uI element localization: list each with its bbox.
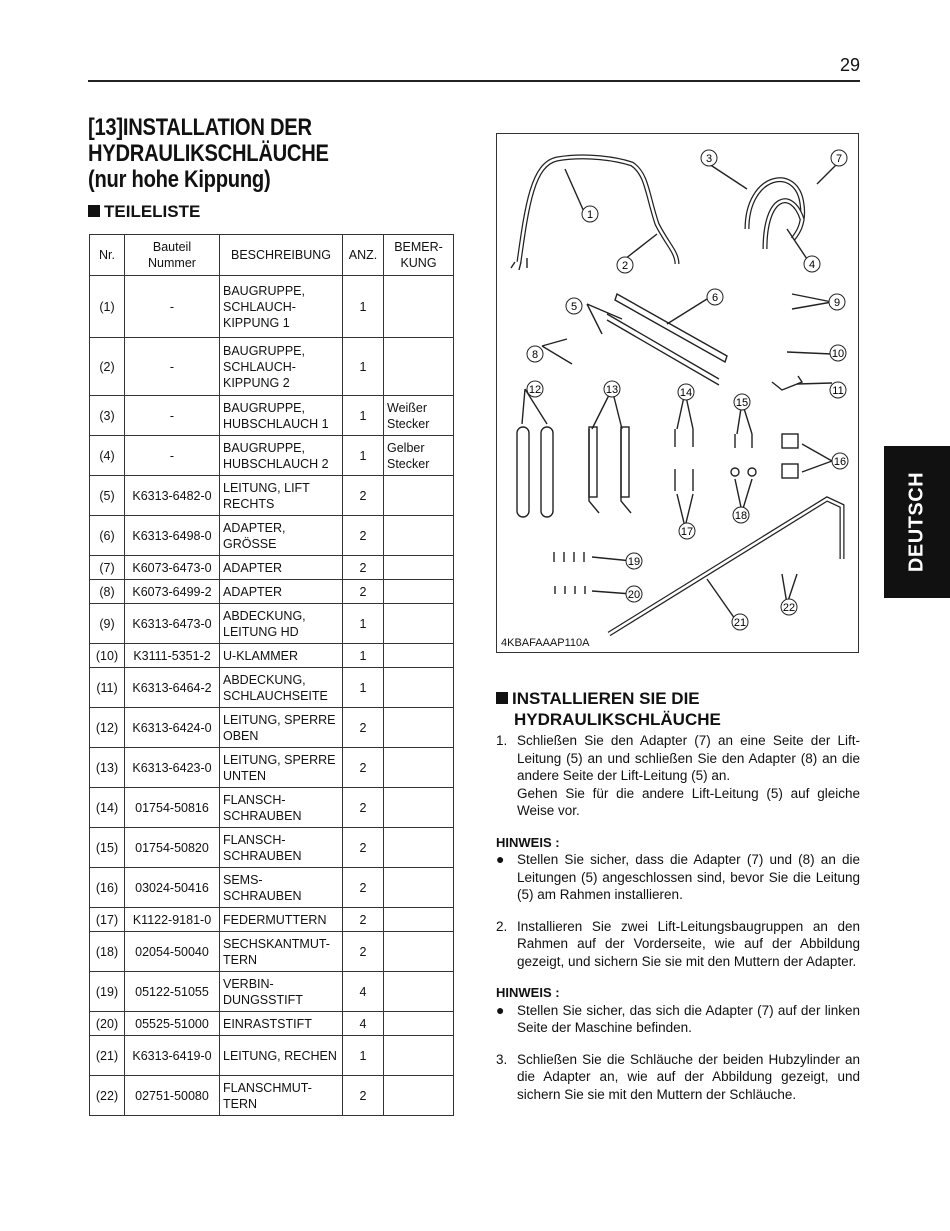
cell-description: LEITUNG, LIFT RECHTS xyxy=(220,476,343,516)
callout-label: 2 xyxy=(621,260,629,272)
cell-nr: (10) xyxy=(90,644,125,668)
installation-heading-line1: INSTALLIEREN SIE DIE xyxy=(512,689,700,708)
cell-description: BAUGRUPPE, SCHLAUCH-KIPPUNG 1 xyxy=(220,276,343,338)
table-row xyxy=(90,396,454,436)
cell-part-number: K6313-6424-0 xyxy=(125,708,220,748)
cell-part-number: 05525-51000 xyxy=(125,1012,220,1036)
cell-quantity: 2 xyxy=(343,476,384,516)
step-3 xyxy=(496,1051,860,1104)
cell-remark xyxy=(384,788,454,828)
cell-nr: (20) xyxy=(90,1012,125,1036)
parts-illustration xyxy=(497,134,858,652)
step-number: 1. xyxy=(496,733,508,748)
callout-label: 3 xyxy=(705,153,713,165)
cell-remark xyxy=(384,604,454,644)
callout-label: 22 xyxy=(782,602,796,614)
cell-nr: (13) xyxy=(90,748,125,788)
cell-description: ADAPTER xyxy=(220,580,343,604)
cell-remark xyxy=(384,828,454,868)
callout-label: 1 xyxy=(586,209,594,221)
callout-label: 7 xyxy=(835,153,843,165)
cell-remark: Weißer Stecker xyxy=(384,396,454,436)
cell-part-number: - xyxy=(125,396,220,436)
cell-part-number: - xyxy=(125,436,220,476)
cell-description: SECHSKANTMUT-TERN xyxy=(220,932,343,972)
cell-description: ABDECKUNG, LEITUNG HD xyxy=(220,604,343,644)
table-row xyxy=(90,276,454,338)
cell-description: FEDERMUTTERN xyxy=(220,908,343,932)
table-row xyxy=(90,556,454,580)
cell-part-number: 01754-50816 xyxy=(125,788,220,828)
note-label: HINWEIS : xyxy=(496,985,560,1000)
cell-nr: (2) xyxy=(90,338,125,396)
callout-label: 10 xyxy=(831,348,845,360)
parts-table-header xyxy=(90,235,454,276)
cell-quantity: 1 xyxy=(343,436,384,476)
cell-quantity: 2 xyxy=(343,580,384,604)
cell-quantity: 1 xyxy=(343,604,384,644)
cell-nr: (21) xyxy=(90,1036,125,1076)
cell-quantity: 1 xyxy=(343,276,384,338)
cell-remark xyxy=(384,276,454,338)
table-row xyxy=(90,476,454,516)
cell-nr: (3) xyxy=(90,396,125,436)
cell-remark xyxy=(384,708,454,748)
cell-remark xyxy=(384,1036,454,1076)
cell-part-number: K6073-6473-0 xyxy=(125,556,220,580)
cell-quantity: 2 xyxy=(343,556,384,580)
cell-description: FLANSCH-SCHRAUBEN xyxy=(220,788,343,828)
callout-label: 8 xyxy=(531,349,539,361)
table-row xyxy=(90,828,454,868)
cell-description: FLANSCH-SCHRAUBEN xyxy=(220,828,343,868)
cell-quantity: 2 xyxy=(343,908,384,932)
installation-heading xyxy=(496,688,856,730)
callout-label: 13 xyxy=(605,384,619,396)
table-row xyxy=(90,1036,454,1076)
cell-quantity: 4 xyxy=(343,1012,384,1036)
cell-part-number: K6313-6473-0 xyxy=(125,604,220,644)
cell-remark xyxy=(384,908,454,932)
cell-nr: (11) xyxy=(90,668,125,708)
language-tab-label: DEUTSCH xyxy=(905,471,928,573)
cell-quantity: 1 xyxy=(343,644,384,668)
cell-part-number: K6313-6498-0 xyxy=(125,516,220,556)
cell-nr: (15) xyxy=(90,828,125,868)
square-bullet-icon xyxy=(496,692,508,704)
header-description: BESCHREIBUNG xyxy=(220,235,343,276)
cell-remark xyxy=(384,476,454,516)
callout-label: 21 xyxy=(733,617,747,629)
parts-table-body xyxy=(90,276,454,1116)
cell-description: SEMS-SCHRAUBEN xyxy=(220,868,343,908)
header-nr: Nr. xyxy=(90,235,125,276)
cell-nr: (14) xyxy=(90,788,125,828)
figure-code: 4KBAFAAAP110A xyxy=(501,637,590,649)
callout-label: 18 xyxy=(734,510,748,522)
table-row xyxy=(90,668,454,708)
cell-part-number: K6313-6464-2 xyxy=(125,668,220,708)
table-row xyxy=(90,338,454,396)
cell-quantity: 2 xyxy=(343,828,384,868)
installation-heading-line2: HYDRAULIKSCHLÄUCHE xyxy=(514,710,721,729)
header-rule xyxy=(88,80,860,82)
table-row xyxy=(90,516,454,556)
cell-part-number: K1122-9181-0 xyxy=(125,908,220,932)
cell-remark xyxy=(384,516,454,556)
cell-description: U-KLAMMER xyxy=(220,644,343,668)
note-1 xyxy=(496,851,860,904)
step-text: Installieren Sie zwei Lift-Leitungsbaugruppen an den Rahmen auf der Vorderseite, wie auf der Abbildung gezeigt, und sichern Sie sie mit den Muttern der Adapter. xyxy=(517,918,860,969)
cell-quantity: 2 xyxy=(343,932,384,972)
callout-label: 9 xyxy=(833,297,841,309)
cell-quantity: 2 xyxy=(343,868,384,908)
cell-part-number: - xyxy=(125,338,220,396)
callout-label: 17 xyxy=(680,526,694,538)
cell-description: FLANSCHMUT-TERN xyxy=(220,1076,343,1116)
cell-quantity: 2 xyxy=(343,516,384,556)
cell-nr: (9) xyxy=(90,604,125,644)
cell-remark xyxy=(384,644,454,668)
table-row xyxy=(90,708,454,748)
cell-description: VERBIN-DUNGSSTIFT xyxy=(220,972,343,1012)
cell-quantity: 1 xyxy=(343,668,384,708)
step-number: 2. xyxy=(496,918,508,934)
note-label: HINWEIS : xyxy=(496,834,560,850)
step-text: Schließen Sie den Adapter (7) an eine Seite der Lift-Leitung (5) an und schließen Sie den Adapter (8) an die andere Seite der Lift-Leitung (5) an. xyxy=(517,733,860,783)
page-number: 29 xyxy=(839,55,860,75)
cell-nr: (16) xyxy=(90,868,125,908)
cell-description: ADAPTER, GRÖSSE xyxy=(220,516,343,556)
table-row xyxy=(90,436,454,476)
cell-remark: Gelber Stecker xyxy=(384,436,454,476)
step-2 xyxy=(496,918,860,971)
callout-label: 6 xyxy=(711,292,719,304)
cell-remark xyxy=(384,748,454,788)
table-row xyxy=(90,908,454,932)
callout-label: 15 xyxy=(735,397,749,409)
parts-table xyxy=(89,234,454,1116)
section-title: [13]INSTALLATION DER HYDRAULIKSCHLÄUCHE (nur hohe Kippung) xyxy=(88,114,329,193)
cell-nr: (19) xyxy=(90,972,125,1012)
table-row xyxy=(90,604,454,644)
cell-quantity: 2 xyxy=(343,788,384,828)
table-row xyxy=(90,644,454,668)
callout-label: 4 xyxy=(808,259,816,271)
table-row xyxy=(90,868,454,908)
cell-remark xyxy=(384,338,454,396)
step-text: Schließen Sie die Schläuche der beiden Hubzylinder an die Adapter an, wie auf der Abbildung gezeigt, und sichern Sie sie mit den Muttern der Schläuche. xyxy=(517,1051,860,1102)
callout-label: 12 xyxy=(528,384,542,396)
cell-nr: (6) xyxy=(90,516,125,556)
callout-label: 5 xyxy=(570,301,578,313)
cell-nr: (4) xyxy=(90,436,125,476)
cell-remark xyxy=(384,1012,454,1036)
cell-remark xyxy=(384,972,454,1012)
step-1 xyxy=(496,732,860,820)
square-bullet-icon xyxy=(88,205,100,217)
cell-part-number: 01754-50820 xyxy=(125,828,220,868)
cell-description: BAUGRUPPE, HUBSCHLAUCH 2 xyxy=(220,436,343,476)
cell-nr: (7) xyxy=(90,556,125,580)
table-row xyxy=(90,580,454,604)
cell-remark xyxy=(384,556,454,580)
table-row xyxy=(90,972,454,1012)
bullet-dot-icon: ● xyxy=(496,851,505,867)
step-number: 3. xyxy=(496,1051,508,1067)
note-2 xyxy=(496,1002,860,1037)
cell-nr: (12) xyxy=(90,708,125,748)
cell-remark xyxy=(384,668,454,708)
cell-part-number: 05122-51055 xyxy=(125,972,220,1012)
cell-description: BAUGRUPPE, SCHLAUCH-KIPPUNG 2 xyxy=(220,338,343,396)
cell-description: LEITUNG, SPERRE OBEN xyxy=(220,708,343,748)
cell-description: ABDECKUNG, SCHLAUCHSEITE xyxy=(220,668,343,708)
callout-label: 14 xyxy=(679,387,693,399)
cell-description: BAUGRUPPE, HUBSCHLAUCH 1 xyxy=(220,396,343,436)
cell-nr: (18) xyxy=(90,932,125,972)
cell-part-number: K6313-6423-0 xyxy=(125,748,220,788)
table-row xyxy=(90,748,454,788)
cell-description: LEITUNG, SPERRE UNTEN xyxy=(220,748,343,788)
header-quantity: ANZ. xyxy=(343,235,384,276)
cell-part-number: K3111-5351-2 xyxy=(125,644,220,668)
cell-remark xyxy=(384,1076,454,1116)
cell-part-number: K6073-6499-2 xyxy=(125,580,220,604)
cell-nr: (22) xyxy=(90,1076,125,1116)
cell-part-number: 02751-50080 xyxy=(125,1076,220,1116)
bullet-dot-icon: ● xyxy=(496,1001,505,1018)
cell-remark xyxy=(384,580,454,604)
language-tab xyxy=(884,446,950,598)
note-text: Stellen Sie sicher, dass die Adapter (7) und (8) an die Leitungen (5) angeschlossen sind, bevor Sie die Leitung (5) am Rahmen installieren. xyxy=(517,852,860,902)
cell-nr: (5) xyxy=(90,476,125,516)
cell-quantity: 1 xyxy=(343,338,384,396)
cell-description: LEITUNG, RECHEN xyxy=(220,1036,343,1076)
cell-quantity: 2 xyxy=(343,1076,384,1116)
cell-quantity: 4 xyxy=(343,972,384,1012)
cell-description: ADAPTER xyxy=(220,556,343,580)
cell-quantity: 2 xyxy=(343,708,384,748)
cell-remark xyxy=(384,868,454,908)
cell-part-number: 03024-50416 xyxy=(125,868,220,908)
cell-quantity: 1 xyxy=(343,1036,384,1076)
callout-label: 19 xyxy=(627,556,641,568)
callout-label: 16 xyxy=(833,456,847,468)
step-text-continued: Gehen Sie für die andere Lift-Leitung (5) auf gleiche Weise vor. xyxy=(517,785,860,818)
cell-nr: (17) xyxy=(90,908,125,932)
parts-list-heading-text: TEILELISTE xyxy=(104,202,201,221)
header-part-number: Bauteil Nummer xyxy=(125,235,220,276)
cell-part-number: 02054-50040 xyxy=(125,932,220,972)
table-row xyxy=(90,1076,454,1116)
parts-figure xyxy=(496,133,859,653)
cell-nr: (8) xyxy=(90,580,125,604)
cell-quantity: 1 xyxy=(343,396,384,436)
callout-label: 20 xyxy=(627,589,641,601)
table-row xyxy=(90,932,454,972)
table-row xyxy=(90,788,454,828)
table-row xyxy=(90,1012,454,1036)
installation-steps xyxy=(496,732,860,1103)
parts-list-heading xyxy=(88,202,200,222)
cell-remark xyxy=(384,932,454,972)
note-text: Stellen Sie sicher, das sich die Adapter (7) auf der linken Seite der Maschine befinden. xyxy=(517,1002,860,1035)
cell-part-number: K6313-6419-0 xyxy=(125,1036,220,1076)
cell-part-number: K6313-6482-0 xyxy=(125,476,220,516)
cell-quantity: 2 xyxy=(343,748,384,788)
callout-label: 11 xyxy=(832,385,844,397)
cell-nr: (1) xyxy=(90,276,125,338)
header-remark: BEMER-KUNG xyxy=(384,235,454,276)
cell-description: EINRASTSTIFT xyxy=(220,1012,343,1036)
cell-part-number: - xyxy=(125,276,220,338)
